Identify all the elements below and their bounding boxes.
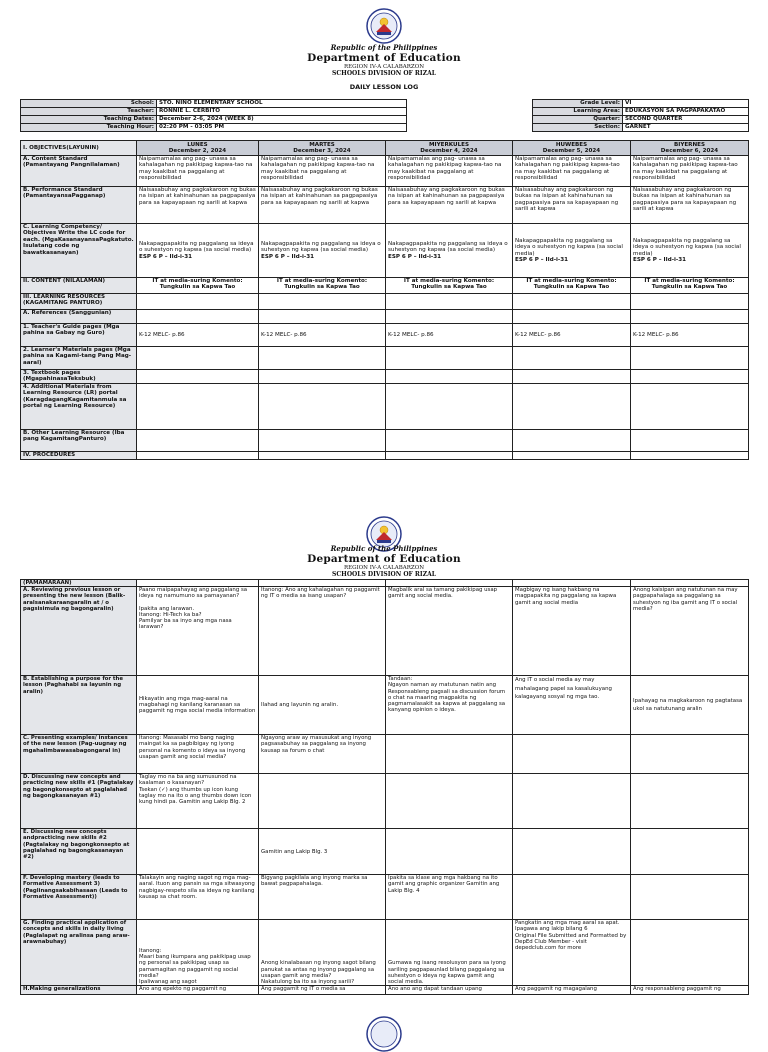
empty-cell bbox=[631, 430, 749, 452]
competency-text: Nakapagpapakita ng paggalang sa ideya o suhestyon ng kapwa (sa social media) bbox=[139, 240, 254, 254]
day-date: December 4, 2024 bbox=[420, 148, 478, 154]
info-table bbox=[20, 99, 749, 132]
content-cell: IT at media-suring Komento: Tungkulin sa Kapwa Tao bbox=[137, 278, 259, 294]
proc-a-row bbox=[21, 587, 749, 676]
tb-row bbox=[21, 370, 749, 384]
area-value: EDUKASYON SA PAGPAPAKATAO bbox=[623, 108, 749, 116]
section-value: GARNET bbox=[623, 124, 749, 132]
teacher-value: RONNIE L. CERBITO bbox=[157, 108, 407, 116]
resources-row bbox=[21, 294, 749, 310]
competency-text: Nakapagpapakita ng paggalang sa ideya o suhestyon ng kapwa (sa social media) bbox=[515, 237, 623, 257]
empty-cell bbox=[386, 310, 513, 324]
empty-cell bbox=[137, 580, 259, 587]
proc-f-monday: Talakayin ang naging sagot ng mga mag-aaral. Ituon ang pansin sa mga sitwasyong nagbigay-respeto sila sa ideya ng kanilang kausap sa chat room. bbox=[137, 875, 259, 920]
republic-text: Republic of the Philippines bbox=[330, 544, 438, 553]
proc-a-label: A. Reviewing previous lesson or presenting the new lesson (Balik-aralsanakaraangaralin at / o pagsisimula ng bagongaralin) bbox=[21, 587, 137, 676]
competency-text: Nakapagpapakita ng paggalang sa ideya o suhestyon ng kapwa (sa social media) bbox=[388, 240, 508, 254]
info-spacer bbox=[407, 124, 533, 132]
teacher-label: Teacher: bbox=[21, 108, 157, 116]
school-value: STO. NIÑO ELEMENTARY SCHOOL bbox=[157, 100, 407, 108]
proc-g-tuesday: Anong kinalabasan ng inyong sagot bilang panukat sa antas ng inyong paggalang sa usapan gamit ang media? Nakatulong ba ito sa inyong sarili? bbox=[259, 920, 386, 986]
empty-cell bbox=[259, 370, 386, 384]
tg-cell: K-12 MELC- p.86 bbox=[259, 324, 386, 347]
dates-value: December 2-6, 2024 (WEEK 8) bbox=[157, 116, 407, 124]
proc-g-label: G. Finding practical application of concepts and skills in daily living (Paglalapat ng aralinsa pang araw-arawnabuhay) bbox=[21, 920, 137, 986]
proc-h-monday: Ano ang epekto ng paggamit ng bbox=[137, 986, 259, 995]
proc-c-tuesday: Ngayong araw ay masusukat ang inyong pagsasabuhay sa paggalang sa inyong kausap sa forum o chat bbox=[259, 735, 386, 774]
content-row bbox=[21, 278, 749, 294]
proc-c-row bbox=[21, 735, 749, 774]
info-row bbox=[21, 100, 749, 108]
proc-d-thursday bbox=[513, 774, 631, 829]
proc-f-label: F. Developing mastery (leads to Formative Assessment 3) (Paglinangsakabihasaan (Leads to Formative Assessment)) bbox=[21, 875, 137, 920]
lr-row bbox=[21, 384, 749, 430]
procedures-row bbox=[21, 452, 749, 460]
day-header-friday bbox=[631, 141, 749, 156]
empty-cell bbox=[631, 347, 749, 370]
proc-d-friday bbox=[631, 774, 749, 829]
proc-a-wednesday: Magbalik aral sa tamang pakikipag usap gamit ang social media. bbox=[386, 587, 513, 676]
proc-e-monday bbox=[137, 829, 259, 875]
references-row bbox=[21, 310, 749, 324]
hour-label: Teaching Hour: bbox=[21, 124, 157, 132]
lm-row bbox=[21, 347, 749, 370]
proc-b-friday: Ipahayag na magkakaroon ng pagtatasa ukol sa natutunang aralin bbox=[631, 676, 749, 735]
page-1 bbox=[0, 0, 768, 478]
content-standard-label: A. Content Standard (Pamantayang Pangnilalaman) bbox=[21, 156, 137, 187]
empty-cell bbox=[137, 430, 259, 452]
empty-cell bbox=[386, 430, 513, 452]
empty-cell bbox=[137, 347, 259, 370]
content-cell: IT at media-suring Komento: Tungkulin sa Kapwa Tao bbox=[259, 278, 386, 294]
competency-text: Nakapagpapakita ng paggalang sa ideya o suhestyon ng kapwa (sa social media) bbox=[633, 237, 741, 257]
department-text: Department of Education bbox=[307, 52, 461, 64]
proc-f-thursday bbox=[513, 875, 631, 920]
lesson-table-page1 bbox=[20, 140, 749, 460]
grade-label: Grade Level: bbox=[533, 100, 623, 108]
content-cell: IT at media-suring Komento: Tungkulin sa Kapwa Tao bbox=[513, 278, 631, 294]
proc-b-monday: Hikayatin ang mga mag-aaral na magbahagi ng kanilang karanasan sa paggamit ng mga social media information bbox=[137, 676, 259, 735]
proc-c-wednesday bbox=[386, 735, 513, 774]
division-text: SCHOOLS DIVISION OF RIZAL bbox=[332, 571, 436, 578]
content-cell: IT at media-suring Komento: Tungkulin sa Kapwa Tao bbox=[631, 278, 749, 294]
competency-cell bbox=[259, 224, 386, 278]
lm-label: 2. Learner's Materials pages (Mga pahina sa Kagami-tang Pang Mag-aaral) bbox=[21, 347, 137, 370]
quarter-value: SECOND QUARTER bbox=[623, 116, 749, 124]
proc-d-row bbox=[21, 774, 749, 829]
pamamaraan-label: (PAMAMARAAN) bbox=[21, 580, 137, 587]
proc-b-tuesday: Ilahad ang layunin ng aralin. bbox=[259, 676, 386, 735]
empty-cell bbox=[259, 430, 386, 452]
proc-a-monday: Paano maipapahayag ang paggalang sa ideya ng namumuno sa pamayanan? Ipakita ang larawan. Itanong: Hi-Tech ka ba? Pamilyar ba sa inyo ang mga nasa larawan? bbox=[137, 587, 259, 676]
tg-cell: K-12 MELC- p.86 bbox=[513, 324, 631, 347]
day-header-row bbox=[21, 141, 749, 156]
day-date: December 5, 2024 bbox=[542, 148, 601, 154]
quarter-label: Quarter: bbox=[533, 116, 623, 124]
empty-cell bbox=[631, 384, 749, 430]
section-label: Section: bbox=[533, 124, 623, 132]
competency-cell bbox=[137, 224, 259, 278]
tg-cell: K-12 MELC- p.86 bbox=[137, 324, 259, 347]
day-name: MARTES bbox=[309, 141, 335, 148]
tb-label: 3. Textbook pages (MgapahinasaTeksbuk) bbox=[21, 370, 137, 384]
empty-cell bbox=[259, 294, 386, 310]
proc-c-thursday bbox=[513, 735, 631, 774]
day-date: December 3, 2024 bbox=[293, 148, 351, 154]
proc-h-friday: Ang responsableng paggamit ng bbox=[631, 986, 749, 995]
grade-value: VI bbox=[623, 100, 749, 108]
proc-b-wednesday: Tandaan: Ngayon naman ay matutunan natin ang Responsableng pagsali sa discussion forum o chat na maaring magpakita ng pagmamalasakit sa kapwa at paggalang sa kanyang opinion o ideya. bbox=[386, 676, 513, 735]
performance-standard-cell: Naisasabuhay ang pagkakaroon ng bukas na isipan at kahinahunan sa pagpapasiya para sa kapayapaan ng sarili at kapwa bbox=[513, 187, 631, 224]
day-header-thursday bbox=[513, 141, 631, 156]
proc-c-label: C. Presenting examples/ instances of the new lesson (Pag-uugnay ng mgahalimbawasabagongaral in) bbox=[21, 735, 137, 774]
empty-cell bbox=[386, 370, 513, 384]
empty-cell bbox=[631, 452, 749, 460]
day-header-monday bbox=[137, 141, 259, 156]
republic-text: Republic of the Philippines bbox=[330, 43, 438, 52]
empty-cell bbox=[513, 384, 631, 430]
performance-standard-cell: Naisasabuhay ang pagkakaroon ng bukas na isipan at kahinahunan sa pagpapasiya para sa kapayapaan ng sarili at kapwa bbox=[386, 187, 513, 224]
empty-cell bbox=[137, 384, 259, 430]
proc-d-monday: Taglay mo na ba ang sumusunod na kaalaman o kasanayan? Tsekan (✓) ang thumbs up icon kung taglay mo na ito o ang thumbs down icon kung hindi pa. Gamitin ang Lakip Blg. 2 bbox=[137, 774, 259, 829]
proc-h-row bbox=[21, 986, 749, 995]
letterhead bbox=[0, 43, 768, 77]
deped-seal-icon bbox=[366, 1016, 402, 1052]
proc-g-row bbox=[21, 920, 749, 986]
proc-f-friday bbox=[631, 875, 749, 920]
competency-row bbox=[21, 224, 749, 278]
info-spacer bbox=[407, 100, 533, 108]
competency-text: Nakapagpapakita ng paggalang sa ideya o suhestyon ng kapwa (sa social media) bbox=[261, 240, 381, 254]
area-label: Learning Area: bbox=[533, 108, 623, 116]
tg-label: 1. Teacher's Guide pages (Mga pahina sa Gabay ng Guro) bbox=[21, 324, 137, 347]
info-row bbox=[21, 116, 749, 124]
info-spacer bbox=[407, 108, 533, 116]
other-resource-label: B. Other Learning Resource (Iba pang KagamitangPanturo) bbox=[21, 430, 137, 452]
day-name: MIYERKULES bbox=[428, 141, 470, 148]
tg-row bbox=[21, 324, 749, 347]
proc-d-label: D. Discussing new concepts and practicing new skills #1 (Pagtalakay ng bagongkonsepto at paglalahad ng bagongkasanayan #1) bbox=[21, 774, 137, 829]
content-standard-cell: Naipamamalas ang pag- unawa sa kahalagahan ng pakikipag kapwa-tao na may kaakibat na paggalang at responsibilidad bbox=[386, 156, 513, 187]
division-text: SCHOOLS DIVISION OF RIZAL bbox=[332, 70, 436, 77]
proc-g-wednesday: Gumawa ng isang resolusyon para sa iyong sariling pagpapaunlad bilang paggalang sa suhestyon o ideya ng kapwa gamit ang social media. bbox=[386, 920, 513, 986]
competency-cell bbox=[513, 224, 631, 278]
proc-c-monday: Itanong: Masasabi mo bang naging maingat ka sa pagbibigay ng iyong personal na komento o ideya sa inyong usapan gamit ang social media? bbox=[137, 735, 259, 774]
competency-code: ESP 6 P – IId-i-31 bbox=[139, 253, 193, 260]
day-header-tuesday bbox=[259, 141, 386, 156]
proc-d-wednesday bbox=[386, 774, 513, 829]
empty-cell bbox=[631, 294, 749, 310]
tg-cell: K-12 MELC- p.86 bbox=[631, 324, 749, 347]
empty-cell bbox=[137, 294, 259, 310]
proc-f-wednesday: Ipakita sa klase ang mga hakbang na ito gamit ang graphic organizer Gamitin ang Lakip Blg. 4 bbox=[386, 875, 513, 920]
proc-h-label: H.Making generalizations bbox=[21, 986, 137, 995]
empty-cell bbox=[386, 452, 513, 460]
lr-label: 4. Additional Materials from Learning Resource (LR) portal (KaragdagangKagamitanmula sa portal ng Learning Resource) bbox=[21, 384, 137, 430]
proc-a-thursday: Magbigay ng isang hakbang na magpapakita ng paggalang sa kapwa gamit ang social media bbox=[513, 587, 631, 676]
content-label: II. CONTENT (NILALAMAN) bbox=[21, 278, 137, 294]
proc-e-row bbox=[21, 829, 749, 875]
competency-code: ESP 6 P – IId-i-31 bbox=[261, 253, 315, 260]
performance-standard-cell: Naisasabuhay ang pagkakaroon ng bukas na isipan at kahinahunan sa pagpapasiya para sa kapayapaan ng sarili at kapwa bbox=[259, 187, 386, 224]
empty-cell bbox=[259, 384, 386, 430]
hour-value: 02:20 PM - 03:05 PM bbox=[157, 124, 407, 132]
proc-f-row bbox=[21, 875, 749, 920]
region-text: REGION IV-A CALABARZON bbox=[343, 64, 425, 70]
tg-cell: K-12 MELC- p.86 bbox=[386, 324, 513, 347]
proc-e-wednesday bbox=[386, 829, 513, 875]
proc-h-wednesday: Ano ano ang dapat tandaan upang bbox=[386, 986, 513, 995]
school-label: School: bbox=[21, 100, 157, 108]
other-resource-row bbox=[21, 430, 749, 452]
empty-cell bbox=[386, 347, 513, 370]
empty-cell bbox=[513, 430, 631, 452]
empty-cell bbox=[513, 310, 631, 324]
proc-e-friday bbox=[631, 829, 749, 875]
proc-g-monday: Itanong: Maari bang ikumpara ang pakikipag usap ng personal sa pakikipag usap sa pamamagitan ng paggamit ng social media? Ipaliwanag ang sagot bbox=[137, 920, 259, 986]
objectives-label: I. OBJECTIVES(LAYUNIN) bbox=[21, 141, 137, 156]
content-standard-row bbox=[21, 156, 749, 187]
competency-code: ESP 6 P – IId-i-31 bbox=[515, 256, 569, 263]
references-label: A. References (Sanggunian) bbox=[21, 310, 137, 324]
day-name: BIYERNES bbox=[673, 141, 706, 148]
letterhead bbox=[0, 544, 768, 578]
competency-code: ESP 6 P – IId-i-31 bbox=[388, 253, 442, 260]
empty-cell bbox=[631, 370, 749, 384]
page-gap bbox=[0, 478, 768, 508]
competency-label: C. Learning Competency/ Objectives Write the LC code for each. (MgaKasanayansaPagkatuto. Isulatang code ng bawatkasanayan) bbox=[21, 224, 137, 278]
proc-c-friday bbox=[631, 735, 749, 774]
empty-cell bbox=[259, 347, 386, 370]
proc-g-friday bbox=[631, 920, 749, 986]
resources-label: III. LEARNING RESOURCES (KAGAMITANG PANTURO) bbox=[21, 294, 137, 310]
empty-cell bbox=[259, 310, 386, 324]
procedures-label: IV. PROCEDURES bbox=[21, 452, 137, 460]
performance-standard-label: B. Performance Standard (PamantayansaPagganap) bbox=[21, 187, 137, 224]
lesson-table-page2 bbox=[20, 579, 749, 995]
performance-standard-row bbox=[21, 187, 749, 224]
proc-b-label: B. Establishing a purpose for the lesson (Paghahabi sa layunin ng aralin) bbox=[21, 676, 137, 735]
info-spacer bbox=[407, 116, 533, 124]
proc-h-tuesday: Ang paggamit ng IT o media sa bbox=[259, 986, 386, 995]
proc-d-tuesday bbox=[259, 774, 386, 829]
content-standard-cell: Naipamamalas ang pag- unawa sa kahalagahan ng pakikipag kapwa-tao na may kaakibat na paggalang at responsibilidad bbox=[137, 156, 259, 187]
proc-h-thursday: Ang paggamit ng magagalang bbox=[513, 986, 631, 995]
dates-label: Teaching Dates: bbox=[21, 116, 157, 124]
info-row bbox=[21, 124, 749, 132]
content-cell: IT at media-suring Komento: Tungkulin sa Kapwa Tao bbox=[386, 278, 513, 294]
region-text: REGION IV-A CALABARZON bbox=[343, 565, 425, 571]
proc-e-thursday bbox=[513, 829, 631, 875]
empty-cell bbox=[631, 310, 749, 324]
day-name: HUWEBES bbox=[555, 141, 588, 148]
content-standard-cell: Naipamamalas ang pag- unawa sa kahalagahan ng pakikipag kapwa-tao na may kaakibat na paggalang at responsibilidad bbox=[259, 156, 386, 187]
proc-f-tuesday: Bigyang pagkilala ang inyong marka sa bawat pagpapahalaga. bbox=[259, 875, 386, 920]
document-title: DAILY LESSON LOG bbox=[349, 83, 419, 91]
day-header-wednesday bbox=[386, 141, 513, 156]
empty-cell bbox=[137, 370, 259, 384]
competency-cell bbox=[631, 224, 749, 278]
proc-b-thursday: Ang IT o social media ay may mahalagang papel sa kasalukuyang kalagayang sosyal ng mga tao. bbox=[513, 676, 631, 735]
empty-cell bbox=[513, 294, 631, 310]
proc-a-friday: Anong kaisipan ang natutunan na may pagpapahalaga sa paggalang sa suhestyon ng iba gamit ang IT o social media? bbox=[631, 587, 749, 676]
info-row bbox=[21, 108, 749, 116]
day-name: LUNES bbox=[187, 141, 208, 148]
proc-e-tuesday: Gamitin ang Lakip Blg. 3 bbox=[259, 829, 386, 875]
competency-code: ESP 6 P – IId-i-31 bbox=[633, 256, 687, 263]
empty-cell bbox=[259, 452, 386, 460]
content-standard-cell: Naipamamalas ang pag- unawa sa kahalagahan ng pakikipag kapwa-tao na may kaakibat na paggalang at responsibilidad bbox=[631, 156, 749, 187]
empty-cell bbox=[259, 580, 386, 587]
proc-a-tuesday: Itanong: Ano ang kahalagahan ng paggamit ng IT o media sa isang usapan? bbox=[259, 587, 386, 676]
proc-e-label: E. Discussing new concepts andpracticing new skills #2 (Pagtalakay ng bagongkonsepto at paglalahad ng bagongkasanayan #2) bbox=[21, 829, 137, 875]
pamamaraan-row bbox=[21, 580, 749, 587]
empty-cell bbox=[631, 580, 749, 587]
empty-cell bbox=[137, 452, 259, 460]
proc-g-thursday: Pangkatin ang mga mag aaral sa apat. Ipagawa ang lakip bilang 6 Original File Submitted and Formatted by DepEd Club Member - visit depedclub.com for more bbox=[513, 920, 631, 986]
page-2 bbox=[0, 508, 768, 1024]
empty-cell bbox=[513, 370, 631, 384]
empty-cell bbox=[386, 294, 513, 310]
performance-standard-cell: Naisasabuhay ang pagkakaroon ng bukas na isipan at kahinahunan sa pagpapasiya para sa kapayapaan ng sarili at kapwa bbox=[137, 187, 259, 224]
empty-cell bbox=[513, 452, 631, 460]
empty-cell bbox=[386, 384, 513, 430]
proc-b-row bbox=[21, 676, 749, 735]
competency-cell bbox=[386, 224, 513, 278]
content-standard-cell: Naipamamalas ang pag- unawa sa kahalagahan ng pakikipag kapwa-tao na may kaakibat na paggalang at responsibilidad bbox=[513, 156, 631, 187]
day-date: December 6, 2024 bbox=[660, 148, 719, 154]
performance-standard-cell: Naisasabuhay ang pagkakaroon ng bukas na isipan at kahinahunan sa pagpapasiya para sa kapayapaan ng sarili at kapwa bbox=[631, 187, 749, 224]
empty-cell bbox=[137, 310, 259, 324]
empty-cell bbox=[513, 580, 631, 587]
day-date: December 2, 2024 bbox=[168, 148, 227, 154]
empty-cell bbox=[386, 580, 513, 587]
empty-cell bbox=[513, 347, 631, 370]
deped-seal-icon bbox=[366, 8, 402, 44]
department-text: Department of Education bbox=[307, 553, 461, 565]
